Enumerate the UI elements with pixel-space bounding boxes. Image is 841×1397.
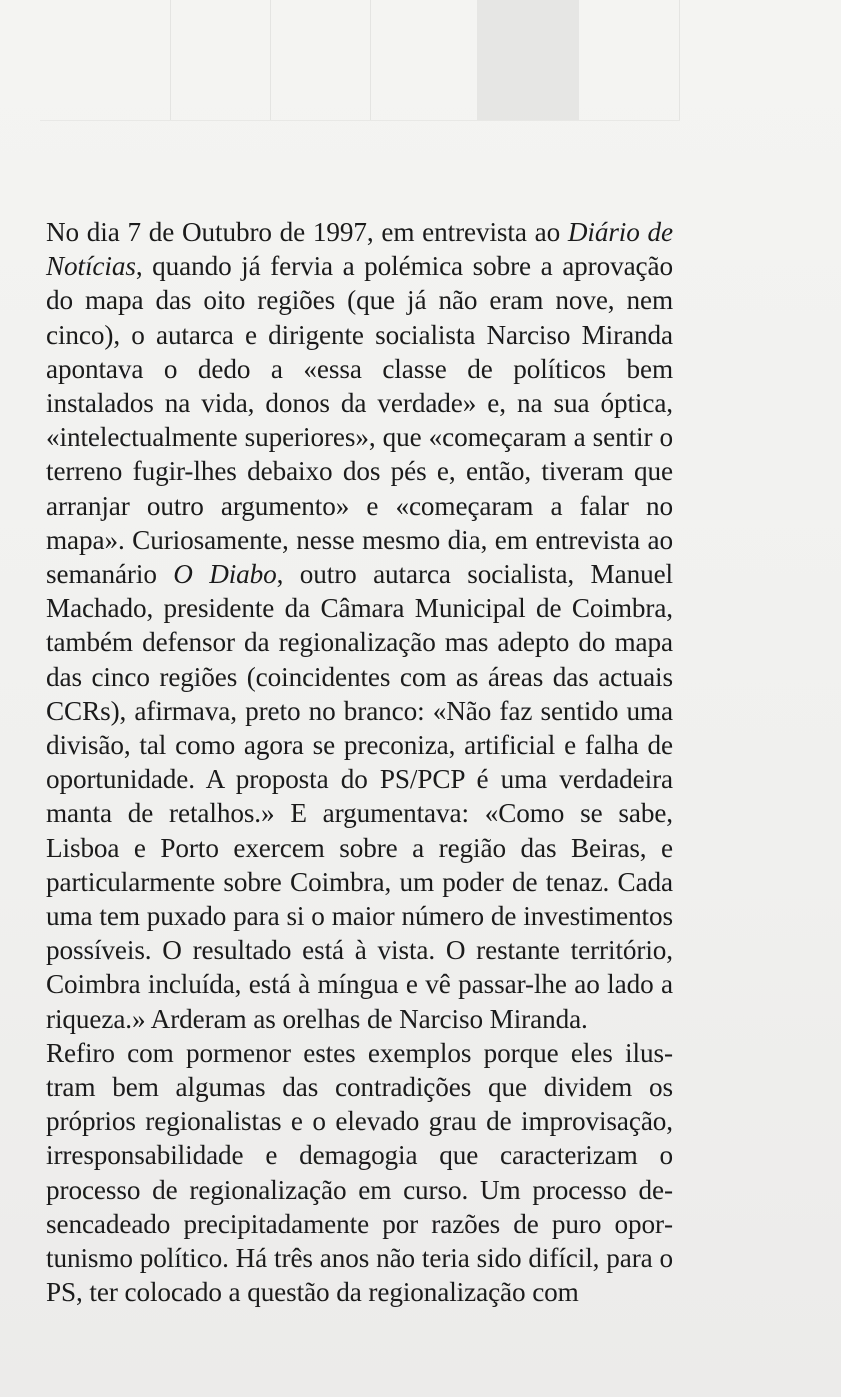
ghost-shaded-cell	[477, 0, 579, 120]
paragraph-text: No dia 7 de Outubro de 1997, em entrevista ao	[46, 217, 568, 247]
body-text	[46, 215, 673, 1310]
ghost-rule	[40, 120, 680, 121]
newspaper-title: O Diabo	[173, 559, 277, 590]
paragraph-text: , outro autarca socialista, Manuel Machado, presidente da Câmara Municipal de Coimbra, também defensor da regionalização mas adepto do mapa das cinco regiões (coincidentes com as áreas das actuais CCRs), afirmava, preto no branco: «Não faz sentido uma divisão, tal como agora se preconiza, artificial e falha de oportunidade. A proposta do PS/PCP é uma verdadeira manta de retalhos.» E argumentava: «Como se sabe, Lisboa e Porto exercem sobre a região das Beiras, e particularmente sobre Coimbra, um poder de tenaz. Cada uma tem puxado para si o maior número de investimentos possíveis. O resultado está à vista. O restante território, Coimbra incluída, está à míngua e vê passar-lhe ao lado a riqueza.» Arderam as orelhas de Narciso Miranda.	[46, 559, 673, 1034]
bleed-through-header	[0, 0, 841, 160]
ghost-cell	[270, 0, 371, 120]
paragraph	[46, 215, 673, 1036]
paragraph	[46, 1036, 673, 1310]
newspaper-title: Diário de Notícias	[46, 217, 673, 282]
ghost-cell	[170, 0, 271, 120]
paragraph-text: Refiro com pormenor estes exemplos porque eles ilustram bem algumas das contradições que dividem os próprios regionalistas e o elevado grau de improvisação, irresponsabilidade e demagogia que caracterizam o processo de regionalização em curso. Um processo desencadeado precipitadamente por razões de puro oportunismo político. Há três anos não teria sido difícil, para o PS, ter colocado a questão da regionalização com	[46, 1037, 673, 1308]
ghost-cell	[370, 0, 478, 120]
paragraph-text: , quando já fervia a polémica sobre a aprovação do mapa das oito regiões (que já não eram nove, nem cinco), o autarca e dirigente socialista Narciso Miranda apontava o dedo a «essa classe de políticos bem instalados na vida, donos da verdade» e, na sua óptica, «intelectualmente superiores», que «começaram a sentir o terreno fugir-lhes debaixo dos pés e, então, tiveram que arranjar outro argumento» e «começaram a falar no mapa». Curiosamente, nesse mesmo dia, em entrevista ao semanário	[46, 251, 673, 590]
ghost-cell	[40, 0, 171, 120]
ghost-cell	[579, 0, 680, 120]
